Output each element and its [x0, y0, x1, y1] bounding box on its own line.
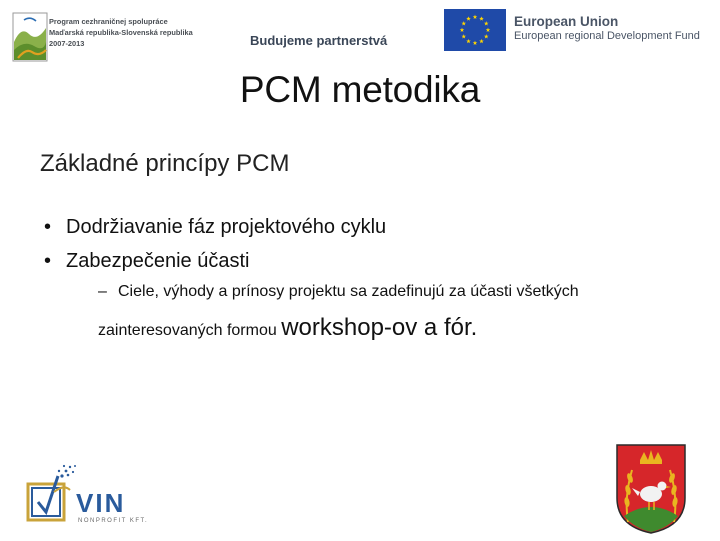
bullet-symbol: • [44, 250, 52, 272]
section-heading: Základné princípy PCM [40, 150, 290, 177]
sub-bullet-text-line2-large: workshop-ov a fór. [281, 314, 478, 341]
vin-logo-tagline: NONPROFIT KFT. [78, 518, 149, 524]
sub-bullet-text-line2-small: zainteresovaných formou [98, 322, 282, 339]
sub-bullet-continuation [98, 314, 477, 342]
bullet-text: Dodržiavanie fáz projektového cyklu [66, 216, 387, 238]
program-line-2: Maďarská republika-Slovenská republika [49, 28, 193, 37]
coat-of-arms-icon [614, 442, 688, 536]
eu-subtitle: European regional Development Fund [514, 30, 700, 42]
eu-flag-icon [444, 9, 506, 51]
program-logo [12, 12, 242, 66]
bullet-symbol: • [44, 216, 52, 238]
slide-title: PCM metodika [239, 69, 481, 110]
program-landscape-icon [12, 12, 48, 62]
partnership-logo-text: Budujeme partnerstvá [250, 33, 388, 48]
vin-logo [24, 462, 149, 532]
bullet-item [44, 216, 386, 239]
sub-bullet-symbol: – [98, 283, 107, 300]
sub-bullet-text-line1: Ciele, výhody a prínosy projektu sa zadefinujú za účasti všetkých [118, 283, 579, 300]
bullet-item [44, 250, 249, 273]
bullet-text: Zabezpečenie účasti [66, 250, 250, 272]
program-line-1: Program cezhraničnej spolupráce [49, 17, 168, 26]
program-line-3: 2007-2013 [49, 39, 85, 48]
eu-title: European Union [514, 14, 619, 29]
eu-logo-text [514, 14, 714, 43]
vin-logo-text: VIN [76, 488, 126, 518]
sub-bullet-item [98, 283, 579, 301]
